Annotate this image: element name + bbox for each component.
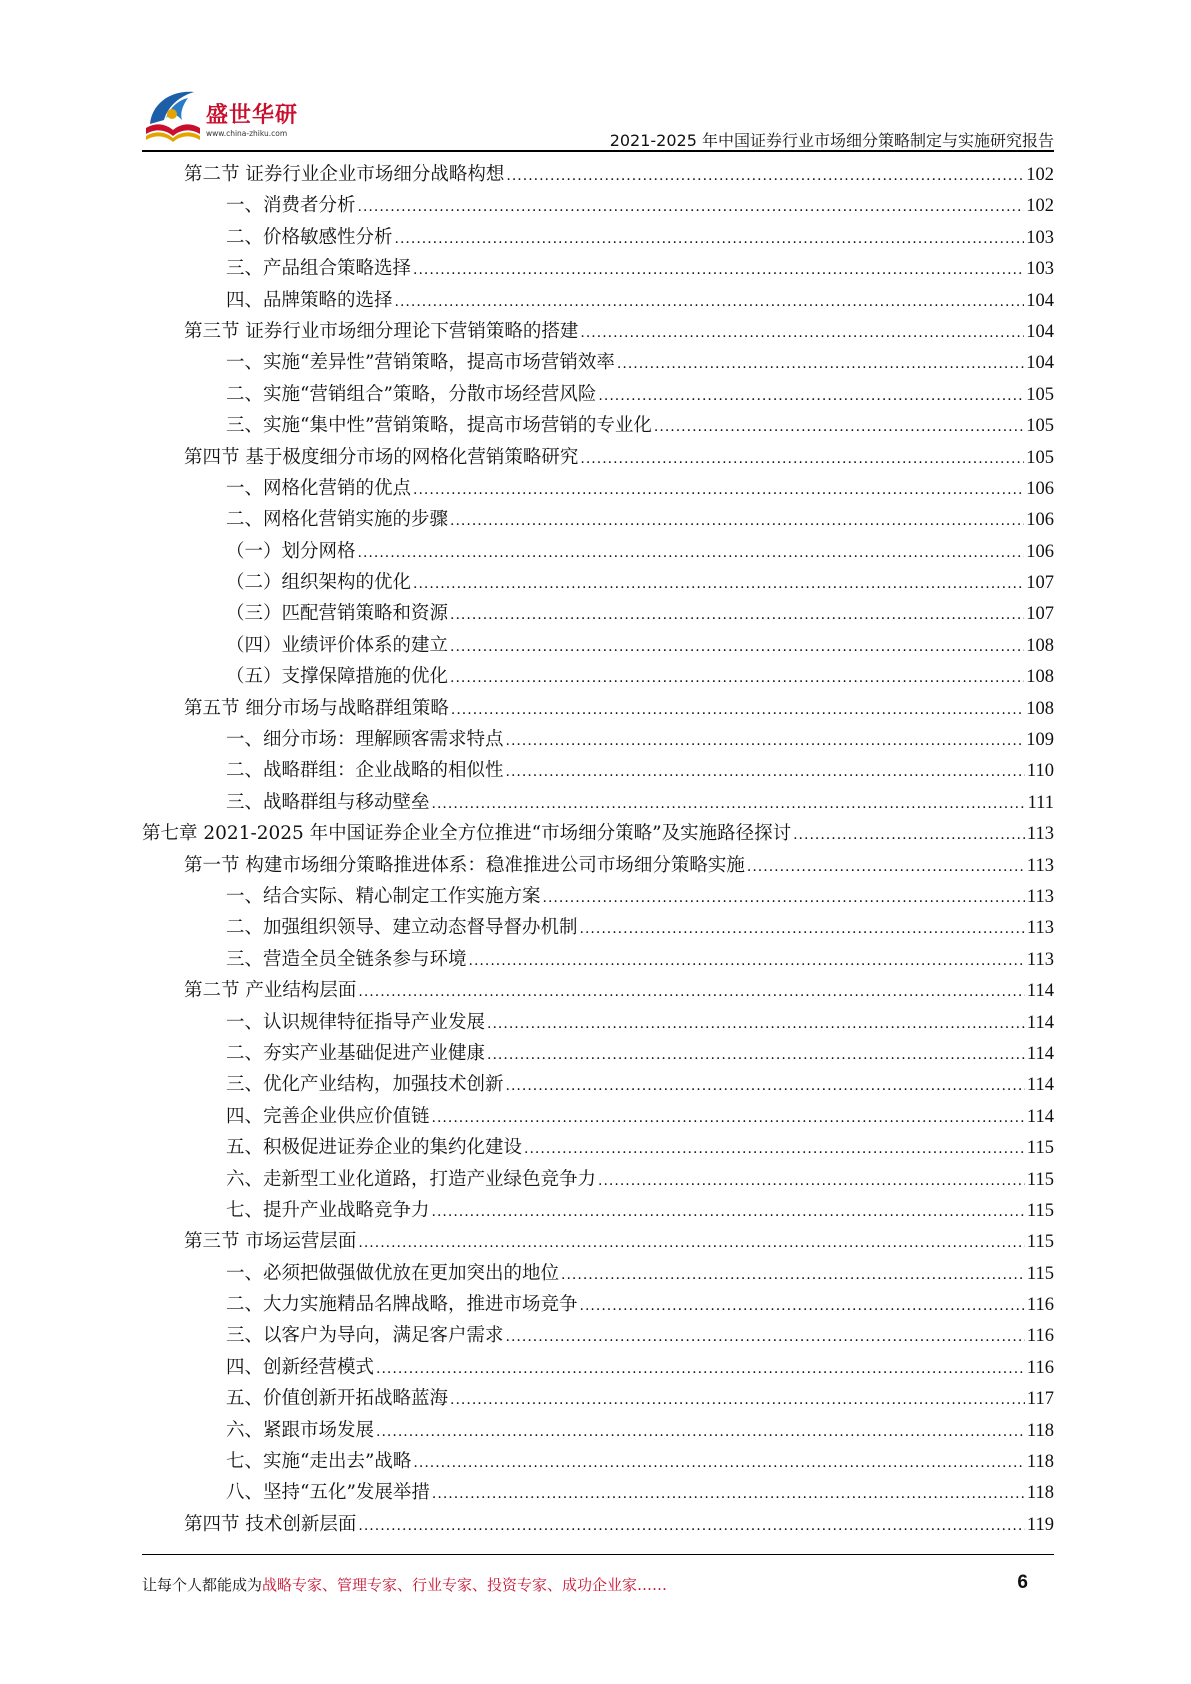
toc-entry[interactable] xyxy=(142,504,1054,535)
toc-entry-label: 一、细分市场：理解顾客需求特点 xyxy=(226,729,504,751)
toc-entry-label: 第二节 证券行业企业市场细分战略构想 xyxy=(184,164,505,185)
toc-entry-page: 115 xyxy=(1026,1169,1054,1190)
toc-entry[interactable] xyxy=(142,567,1054,598)
toc-entry-page: 117 xyxy=(1026,1389,1054,1410)
toc-entry-label: 六、紧跟市场发展 xyxy=(226,1419,375,1441)
toc-entry-page: 114 xyxy=(1026,1106,1054,1127)
toc-entry-page: 119 xyxy=(1026,1514,1054,1535)
toc-entry-label: 五、积极促进证券企业的集约化建设 xyxy=(226,1137,523,1159)
toc-entry[interactable] xyxy=(142,912,1054,943)
toc-dot-leader xyxy=(580,316,1024,349)
toc-entry-label: 三、产品组合策略选择 xyxy=(226,258,412,280)
page-number: 6 xyxy=(1017,1572,1028,1593)
toc-entry-page: 113 xyxy=(1026,855,1054,876)
toc-entry-page: 113 xyxy=(1026,824,1054,845)
toc-entry-page: 116 xyxy=(1026,1357,1054,1378)
toc-entry[interactable] xyxy=(142,1101,1054,1132)
toc-entry[interactable] xyxy=(142,693,1054,724)
toc-entry-page: 109 xyxy=(1026,730,1054,751)
toc-dot-leader xyxy=(506,1320,1025,1353)
toc-dot-leader xyxy=(617,347,1024,380)
toc-entry[interactable] xyxy=(142,1038,1054,1069)
toc-dot-leader xyxy=(450,1383,1025,1416)
toc-dot-leader xyxy=(413,473,1024,506)
toc-dot-leader xyxy=(580,912,1025,945)
toc-dot-leader xyxy=(358,1226,1025,1259)
toc-entry-label: 二、网格化营销实施的步骤 xyxy=(226,509,449,531)
toc-entry-label: （二）组织架构的优化 xyxy=(226,572,412,594)
footer-slogan xyxy=(142,1574,667,1595)
toc-dot-leader xyxy=(598,379,1024,412)
toc-entry-label: 第一节 构建市场细分策略推进体系：稳准推进公司市场细分策略实施 xyxy=(184,854,745,876)
toc-dot-leader xyxy=(747,850,1025,883)
toc-dot-leader xyxy=(432,787,1026,820)
toc-entry-page: 105 xyxy=(1026,416,1054,437)
toc-entry[interactable] xyxy=(142,536,1054,567)
toc-entry-label: 八、坚持“五化”发展举措 xyxy=(226,1482,430,1504)
toc-dot-leader xyxy=(451,693,1024,726)
toc-entry[interactable] xyxy=(142,222,1054,253)
toc-entry[interactable] xyxy=(142,1069,1054,1100)
toc-entry-page: 118 xyxy=(1026,1483,1054,1504)
report-title: 2021-2025 年中国证券行业市场细分策略制定与实施研究报告 xyxy=(609,131,1054,150)
footer-divider xyxy=(142,1554,1054,1555)
toc-dot-leader xyxy=(524,1132,1025,1165)
toc-entry[interactable] xyxy=(142,1289,1054,1320)
toc-entry[interactable] xyxy=(142,379,1054,410)
toc-entry-page: 105 xyxy=(1026,447,1054,468)
toc-entry-label: 四、品牌策略的选择 xyxy=(226,289,393,311)
toc-entry-page: 107 xyxy=(1026,604,1054,625)
toc-entry[interactable] xyxy=(142,1477,1054,1508)
toc-entry-label: 四、创新经营模式 xyxy=(226,1356,375,1378)
toc-dot-leader xyxy=(413,567,1024,600)
slogan-highlight: 战略专家、管理专家、行业专家、投资专家、成功企业家…… xyxy=(262,1576,668,1594)
toc-dot-leader xyxy=(395,222,1025,255)
toc-entry[interactable] xyxy=(142,1226,1054,1257)
toc-dot-leader xyxy=(432,1477,1025,1510)
toc-entry[interactable] xyxy=(142,1415,1054,1446)
toc-entry-label: 二、实施“营销组合”策略，分散市场经营风险 xyxy=(226,383,597,405)
toc-entry-page: 108 xyxy=(1026,667,1054,688)
toc-entry-page: 107 xyxy=(1026,573,1054,594)
toc-dot-leader xyxy=(376,1415,1025,1448)
toc-entry-page: 102 xyxy=(1026,165,1054,185)
toc-entry-page: 115 xyxy=(1026,1200,1054,1221)
toc-dot-leader xyxy=(376,1352,1025,1385)
toc-entry-page: 110 xyxy=(1026,761,1054,782)
toc-entry-page: 106 xyxy=(1026,478,1054,499)
toc-entry-label: （三）匹配营销策略和资源 xyxy=(226,603,449,625)
toc-entry-label: 二、价格敏感性分析 xyxy=(226,226,393,248)
toc-dot-leader xyxy=(450,504,1024,537)
toc-entry[interactable] xyxy=(142,1383,1054,1414)
toc-entry-page: 114 xyxy=(1026,1075,1054,1096)
toc-entry-label: 七、实施“走出去”战略 xyxy=(226,1451,412,1473)
toc-dot-leader xyxy=(506,724,1025,757)
toc-entry[interactable] xyxy=(142,190,1054,221)
toc-entry-label: 六、走新型工业化道路，打造产业绿色竞争力 xyxy=(226,1168,597,1190)
toc-entry-page: 114 xyxy=(1026,1012,1054,1033)
toc-entry-page: 108 xyxy=(1026,635,1054,656)
toc-entry-label: 一、消费者分析 xyxy=(226,195,356,217)
toc-dot-leader xyxy=(413,1446,1025,1479)
page-header xyxy=(142,82,1054,150)
toc-entry-page: 108 xyxy=(1026,698,1054,719)
open-book-logo-icon xyxy=(142,84,204,144)
toc-entry-label: 二、大力实施精品名牌战略，推进市场竞争 xyxy=(226,1294,578,1316)
toc-entry[interactable] xyxy=(142,1164,1054,1195)
toc-entry-label: 第三节 市场运营层面 xyxy=(184,1231,357,1253)
logo-name: 盛世华研 xyxy=(206,103,299,128)
header-divider xyxy=(142,150,1054,152)
toc-entry-page: 116 xyxy=(1026,1326,1054,1347)
toc-dot-leader xyxy=(450,598,1024,631)
toc-entry[interactable] xyxy=(142,1258,1054,1289)
toc-entry-page: 115 xyxy=(1026,1263,1054,1284)
toc-entry-label: 一、认识规律特征指导产业发展 xyxy=(226,1011,486,1033)
toc-dot-leader xyxy=(487,1038,1025,1071)
toc-dot-leader xyxy=(793,818,1025,851)
toc-entry[interactable] xyxy=(142,1446,1054,1477)
brand-logo xyxy=(142,84,302,144)
toc-entry-label: 七、提升产业战略竞争力 xyxy=(226,1199,430,1221)
toc-entry-label: 一、必须把做强做优放在更加突出的地位 xyxy=(226,1262,560,1284)
toc-entry-page: 118 xyxy=(1026,1452,1054,1473)
toc-dot-leader xyxy=(543,881,1025,914)
toc-entry-page: 105 xyxy=(1026,384,1054,405)
toc-entry-page: 103 xyxy=(1026,227,1054,248)
toc-entry-label: 一、网格化营销的优点 xyxy=(226,477,412,499)
toc-entry-label: 三、实施“集中性”营销策略，提高市场营销的专业化 xyxy=(226,415,652,437)
toc-entry-page: 114 xyxy=(1026,1043,1054,1064)
toc-entry[interactable] xyxy=(142,975,1054,1006)
toc-dot-leader xyxy=(450,661,1024,694)
toc-entry[interactable] xyxy=(142,1320,1054,1351)
toc-entry[interactable] xyxy=(142,755,1054,786)
toc-entry[interactable] xyxy=(142,1352,1054,1383)
toc-dot-leader xyxy=(580,442,1024,475)
toc-entry[interactable] xyxy=(142,661,1054,692)
toc-entry[interactable] xyxy=(142,1132,1054,1163)
toc-entry[interactable] xyxy=(142,347,1054,378)
toc-entry-page: 104 xyxy=(1026,353,1054,374)
toc-entry[interactable] xyxy=(142,724,1054,755)
toc-entry-label: （一）划分网格 xyxy=(226,540,356,562)
toc-entry-label: 二、加强组织领导、建立动态督导督办机制 xyxy=(226,917,578,939)
toc-entry[interactable] xyxy=(142,1509,1054,1540)
toc-dot-leader xyxy=(561,1258,1025,1291)
toc-dot-leader xyxy=(358,1509,1025,1542)
toc-dot-leader xyxy=(506,755,1025,788)
toc-entry-page: 104 xyxy=(1026,321,1054,342)
toc-dot-leader xyxy=(654,410,1024,443)
toc-dot-leader xyxy=(395,285,1025,318)
toc-entry[interactable] xyxy=(142,598,1054,629)
toc-dot-leader xyxy=(580,1289,1025,1322)
toc-entry[interactable] xyxy=(142,159,1054,190)
toc-entry[interactable] xyxy=(142,442,1054,473)
toc-entry-label: 五、价值创新开拓战略蓝海 xyxy=(226,1388,449,1410)
toc-entry-page: 113 xyxy=(1026,886,1054,907)
toc-entry-label: （五）支撑保障措施的优化 xyxy=(226,666,449,688)
toc-entry-page: 104 xyxy=(1026,290,1054,311)
slogan-prefix: 让每个人都能成为 xyxy=(142,1576,263,1594)
toc-entry[interactable] xyxy=(142,881,1054,912)
toc-entry[interactable] xyxy=(142,285,1054,316)
toc-entry-page: 115 xyxy=(1026,1138,1054,1159)
toc-dot-leader xyxy=(413,253,1024,286)
toc-entry[interactable] xyxy=(142,818,1054,849)
toc-dot-leader xyxy=(469,944,1025,977)
toc-entry-label: 第二节 产业结构层面 xyxy=(184,980,357,1002)
toc-entry[interactable] xyxy=(142,1007,1054,1038)
toc-entry[interactable] xyxy=(142,630,1054,661)
toc-dot-leader xyxy=(358,975,1025,1008)
toc-dot-leader xyxy=(450,630,1024,663)
toc-dot-leader xyxy=(506,159,1024,192)
toc-dot-leader xyxy=(432,1101,1025,1134)
toc-entry-page: 113 xyxy=(1026,949,1054,970)
toc-entry[interactable] xyxy=(142,1195,1054,1226)
toc-entry-label: 三、战略群组与移动壁垒 xyxy=(226,791,430,813)
toc-dot-leader xyxy=(487,1007,1025,1040)
toc-entry[interactable] xyxy=(142,410,1054,441)
toc-entry-label: 第四节 技术创新层面 xyxy=(184,1513,357,1535)
toc-entry[interactable] xyxy=(142,787,1054,818)
toc-entry-label: 三、以客户为导向，满足客户需求 xyxy=(226,1325,504,1347)
toc-entry-page: 111 xyxy=(1027,792,1054,813)
toc-dot-leader xyxy=(598,1164,1025,1197)
toc-entry-label: 第五节 细分市场与战略群组策略 xyxy=(184,697,449,719)
toc-dot-leader xyxy=(432,1195,1025,1228)
toc-entry-label: （四）业绩评价体系的建立 xyxy=(226,634,449,656)
toc-entry-label: 三、优化产业结构，加强技术创新 xyxy=(226,1074,504,1096)
toc-entry-label: 二、战略群组：企业战略的相似性 xyxy=(226,760,504,782)
table-of-contents xyxy=(142,159,1054,1540)
toc-entry-label: 第三节 证券行业市场细分理论下营销策略的搭建 xyxy=(184,320,579,342)
toc-entry-page: 113 xyxy=(1026,918,1054,939)
toc-entry[interactable] xyxy=(142,253,1054,284)
toc-dot-leader xyxy=(358,536,1025,569)
toc-entry-page: 103 xyxy=(1026,259,1054,280)
toc-entry-label: 第七章 2021-2025 年中国证券企业全方位推进“市场细分策略”及实施路径探讨 xyxy=(142,823,792,845)
logo-url: www.china-zhiku.com xyxy=(206,129,288,138)
toc-entry-label: 第四节 基于极度细分市场的网格化营销策略研究 xyxy=(184,446,579,468)
toc-entry-page: 115 xyxy=(1026,1232,1054,1253)
toc-entry-page: 106 xyxy=(1026,510,1054,531)
toc-entry-page: 118 xyxy=(1026,1420,1054,1441)
toc-entry-label: 四、完善企业供应价值链 xyxy=(226,1105,430,1127)
toc-entry[interactable] xyxy=(142,316,1054,347)
toc-entry[interactable] xyxy=(142,944,1054,975)
toc-dot-leader xyxy=(358,190,1025,223)
toc-dot-leader xyxy=(506,1069,1025,1102)
toc-entry[interactable] xyxy=(142,473,1054,504)
page-footer xyxy=(142,1574,1054,1602)
toc-entry-label: 一、实施“差异性”营销策略，提高市场营销效率 xyxy=(226,352,615,374)
toc-entry-label: 三、营造全员全链条参与环境 xyxy=(226,948,467,970)
toc-entry-page: 116 xyxy=(1026,1295,1054,1316)
toc-entry-page: 114 xyxy=(1026,981,1054,1002)
toc-entry[interactable] xyxy=(142,850,1054,881)
toc-entry-label: 二、夯实产业基础促进产业健康 xyxy=(226,1042,486,1064)
toc-entry-page: 102 xyxy=(1026,196,1054,217)
toc-entry-label: 一、结合实际、精心制定工作实施方案 xyxy=(226,885,541,907)
toc-entry-page: 106 xyxy=(1026,541,1054,562)
